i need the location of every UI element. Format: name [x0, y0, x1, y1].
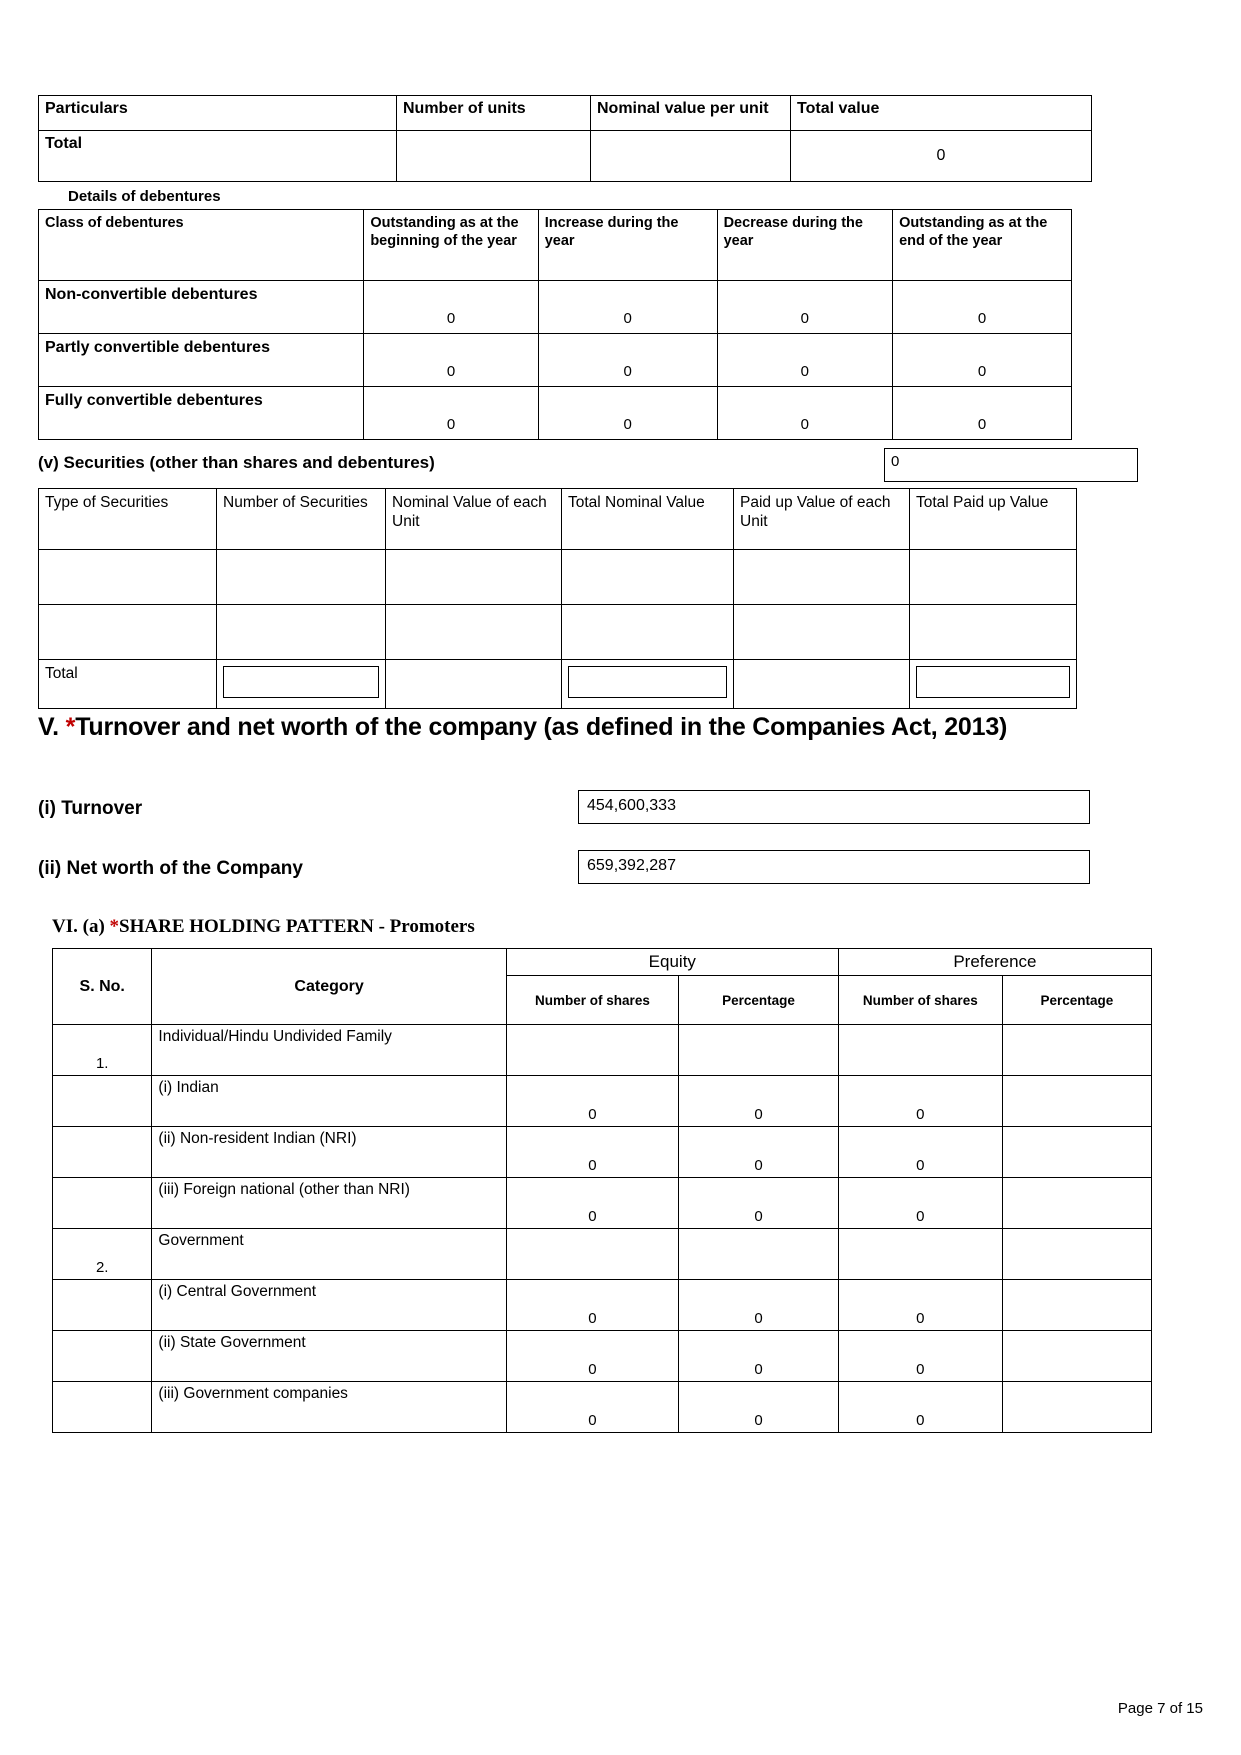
cell-increase: 0: [538, 281, 717, 334]
cell-nominal: [591, 131, 791, 182]
cell-total-number: [217, 660, 386, 709]
turnover-label: (i) Turnover: [38, 798, 143, 819]
header-equity-percentage: Percentage: [679, 976, 839, 1025]
cell-equity-percentage: [679, 1025, 839, 1076]
cell-preference-shares: 0: [838, 1076, 1002, 1127]
page-content: [38, 95, 1203, 1433]
cell-nominal-unit: [386, 605, 562, 660]
cell-equity-percentage: 0: [679, 1331, 839, 1382]
details-of-debentures-label: Details of debentures: [68, 188, 221, 205]
cell-decrease: 0: [717, 281, 893, 334]
header-type-of-securities: Type of Securities: [39, 489, 217, 550]
securities-count-input[interactable]: 0: [884, 448, 1138, 482]
cell-closing: 0: [893, 387, 1072, 440]
table-row: [39, 550, 1077, 605]
section-vi-title-text: SHARE HOLDING PATTERN: [119, 916, 374, 937]
header-nominal-value-each-unit: Nominal Value of each Unit: [386, 489, 562, 550]
cell-category: (iii) Government companies: [152, 1382, 506, 1433]
cell-category: (iii) Foreign national (other than NRI): [152, 1178, 506, 1229]
cell-category: (i) Indian: [152, 1076, 506, 1127]
mandatory-star: *: [65, 713, 76, 741]
header-total-value: Total value: [791, 96, 1092, 131]
page-footer: Page 7 of 15: [1117, 1700, 1203, 1717]
cell-preference-shares: 0: [838, 1382, 1002, 1433]
networth-input[interactable]: 659,392,287: [578, 850, 1090, 884]
cell-debenture-class: Fully convertible debentures: [39, 387, 364, 440]
cell-category: (ii) State Government: [152, 1331, 506, 1382]
header-class-of-debentures: Class of debentures: [39, 210, 364, 281]
cell-sno: 1.: [53, 1025, 152, 1076]
cell-equity-shares: 0: [506, 1331, 678, 1382]
securities-table: [38, 488, 1077, 709]
header-equity-shares: Number of shares: [506, 976, 678, 1025]
cell-equity-percentage: 0: [679, 1280, 839, 1331]
table-row: [53, 1331, 1152, 1382]
cell-particulars: Total: [39, 131, 397, 182]
cell-preference-shares: 0: [838, 1280, 1002, 1331]
cell-opening: 0: [364, 387, 538, 440]
cell-equity-percentage: 0: [679, 1178, 839, 1229]
cell-increase: 0: [538, 387, 717, 440]
cell-preference-percentage: [1002, 1382, 1151, 1433]
cell-increase: 0: [538, 334, 717, 387]
cell-preference-percentage: [1002, 1331, 1151, 1382]
cell-paidup-unit: [734, 605, 910, 660]
debentures-table: [38, 209, 1072, 440]
cell-opening: 0: [364, 334, 538, 387]
table-row: [39, 281, 1072, 334]
cell-number: [217, 550, 386, 605]
cell-total-paidup: [910, 550, 1077, 605]
securities-heading-row: [38, 448, 1203, 486]
cell-nominal-unit: [386, 550, 562, 605]
header-total-nominal-value: Total Nominal Value: [562, 489, 734, 550]
cell-units: [397, 131, 591, 182]
cell-equity-shares: [506, 1229, 678, 1280]
cell-sno: [53, 1280, 152, 1331]
cell-sno: [53, 1127, 152, 1178]
cell-category: Government: [152, 1229, 506, 1280]
cell-total-nominal-unit: [386, 660, 562, 709]
cell-closing: 0: [893, 334, 1072, 387]
header-decrease-during-year: Decrease during the year: [717, 210, 893, 281]
cell-total-nominal: [562, 550, 734, 605]
table-row: [53, 1127, 1152, 1178]
cell-debenture-class: Non-convertible debentures: [39, 281, 364, 334]
header-paid-up-value-each-unit: Paid up Value of each Unit: [734, 489, 910, 550]
table-row: [39, 605, 1077, 660]
cell-total-label: Total: [39, 660, 217, 709]
cell-sno: [53, 1331, 152, 1382]
section-vi-title-suffix: - Promoters: [373, 916, 475, 937]
table-row: [53, 1229, 1152, 1280]
cell-equity-shares: 0: [506, 1280, 678, 1331]
table-header-row: [53, 949, 1152, 976]
securities-label: (v) Securities (other than shares and debentures): [38, 453, 435, 472]
section-vi-number: VI. (a): [52, 916, 110, 937]
cell-total-value: 0: [791, 131, 1092, 182]
total-nominal-input[interactable]: [568, 666, 727, 698]
header-preference: Preference: [838, 949, 1151, 976]
cell-equity-shares: 0: [506, 1382, 678, 1433]
cell-sno: 2.: [53, 1229, 152, 1280]
cell-closing: 0: [893, 281, 1072, 334]
header-sno: S. No.: [53, 949, 152, 1025]
table-row: [53, 1076, 1152, 1127]
cell-category: (i) Central Government: [152, 1280, 506, 1331]
cell-equity-shares: [506, 1025, 678, 1076]
cell-sno: [53, 1382, 152, 1433]
section-v-number: V.: [38, 713, 66, 741]
cell-preference-percentage: [1002, 1280, 1151, 1331]
turnover-input[interactable]: 454,600,333: [578, 790, 1090, 824]
mandatory-star: *: [109, 916, 120, 937]
cell-number: [217, 605, 386, 660]
cell-total-paidup: [910, 605, 1077, 660]
units-table: [38, 95, 1092, 182]
cell-equity-percentage: 0: [679, 1382, 839, 1433]
cell-total-nominal: [562, 605, 734, 660]
header-preference-shares: Number of shares: [838, 976, 1002, 1025]
table-total-row: [39, 660, 1077, 709]
cell-preference-shares: 0: [838, 1331, 1002, 1382]
cell-type: [39, 550, 217, 605]
header-outstanding-beginning: Outstanding as at the beginning of the year: [364, 210, 538, 281]
cell-type: [39, 605, 217, 660]
header-nominal-value-per-unit: Nominal value per unit: [591, 96, 791, 131]
cell-category: Individual/Hindu Undivided Family: [152, 1025, 506, 1076]
cell-total-nominal-value: [562, 660, 734, 709]
cell-preference-shares: 0: [838, 1127, 1002, 1178]
header-increase-during-year: Increase during the year: [538, 210, 717, 281]
cell-preference-shares: [838, 1025, 1002, 1076]
cell-total-paidup-unit: [734, 660, 910, 709]
cell-preference-percentage: [1002, 1025, 1151, 1076]
cell-equity-percentage: 0: [679, 1076, 839, 1127]
table-row: [53, 1025, 1152, 1076]
cell-preference-percentage: [1002, 1229, 1151, 1280]
cell-equity-percentage: [679, 1229, 839, 1280]
cell-preference-shares: [838, 1229, 1002, 1280]
header-total-paid-up-value: Total Paid up Value: [910, 489, 1077, 550]
table-header-row: [39, 489, 1077, 550]
section-v-title-text: Turnover and net worth of the company (as defined in the Companies Act, 2013): [75, 713, 1008, 741]
cell-decrease: 0: [717, 387, 893, 440]
cell-category: (ii) Non-resident Indian (NRI): [152, 1127, 506, 1178]
header-equity: Equity: [506, 949, 838, 976]
header-number-of-units: Number of units: [397, 96, 591, 131]
cell-sno: [53, 1178, 152, 1229]
section-vi-title: [52, 916, 1203, 938]
header-category: Category: [152, 949, 506, 1025]
table-row: [53, 1178, 1152, 1229]
header-particulars: Particulars: [39, 96, 397, 131]
table-row: [39, 334, 1072, 387]
total-paidup-input[interactable]: [916, 666, 1070, 698]
cell-equity-shares: 0: [506, 1127, 678, 1178]
cell-preference-percentage: [1002, 1127, 1151, 1178]
table-header-row: [39, 210, 1072, 281]
table-row: [53, 1280, 1152, 1331]
cell-total-paidup-value: [910, 660, 1077, 709]
cell-debenture-class: Partly convertible debentures: [39, 334, 364, 387]
header-number-of-securities: Number of Securities: [217, 489, 386, 550]
networth-label: (ii) Net worth of the Company: [38, 858, 303, 879]
total-number-input[interactable]: [223, 666, 379, 698]
cell-preference-percentage: [1002, 1178, 1151, 1229]
header-preference-percentage: Percentage: [1002, 976, 1151, 1025]
cell-preference-shares: 0: [838, 1178, 1002, 1229]
shareholding-table: [52, 948, 1152, 1433]
table-header-row: [39, 96, 1092, 131]
cell-decrease: 0: [717, 334, 893, 387]
cell-opening: 0: [364, 281, 538, 334]
table-row: [39, 387, 1072, 440]
section-v-title: [38, 713, 1203, 742]
cell-preference-percentage: [1002, 1076, 1151, 1127]
cell-equity-shares: 0: [506, 1076, 678, 1127]
cell-equity-shares: 0: [506, 1178, 678, 1229]
cell-equity-percentage: 0: [679, 1127, 839, 1178]
cell-paidup-unit: [734, 550, 910, 605]
cell-sno: [53, 1076, 152, 1127]
table-row: [39, 131, 1092, 182]
turnover-row: [38, 790, 1203, 838]
networth-row: [38, 850, 1203, 898]
table-row: [53, 1382, 1152, 1433]
header-outstanding-end: Outstanding as at the end of the year: [893, 210, 1072, 281]
